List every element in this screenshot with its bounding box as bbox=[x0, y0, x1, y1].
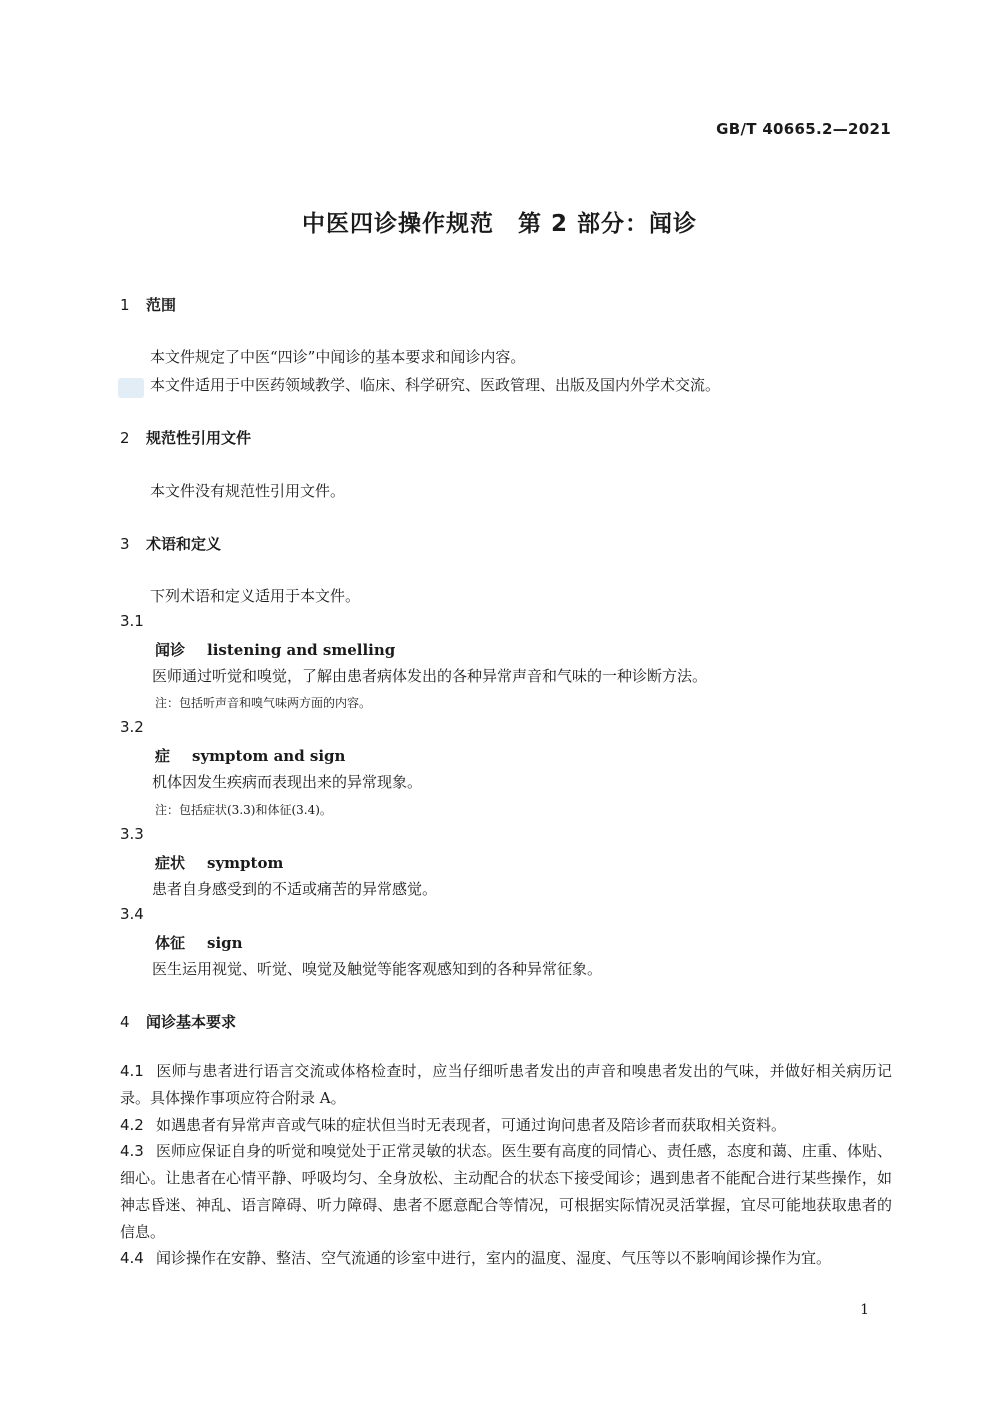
term-number: 3.3 bbox=[120, 825, 144, 843]
sac-logo-watermark bbox=[118, 378, 144, 398]
terms-intro: 下列术语和定义适用于本文件。 bbox=[150, 587, 361, 605]
standard-number: GB/T 40665.2—2021 bbox=[716, 120, 891, 138]
term-chinese: 闻诊 bbox=[155, 641, 186, 659]
term-chinese: 症 bbox=[155, 747, 171, 765]
requirement-text: 医师与患者进行语言交流或体格检查时，应当仔细听患者发出的声音和嗅患者发出的气味，并做好相关病历记录。具体操作事项应符合附录 A。 bbox=[120, 1062, 892, 1107]
term-english: symptom and sign bbox=[192, 747, 346, 765]
requirement-number: 4.4 bbox=[120, 1249, 144, 1267]
section-number: 3 bbox=[120, 535, 130, 553]
section-2-heading bbox=[120, 427, 251, 448]
section-title: 闻诊基本要求 bbox=[146, 1013, 237, 1031]
requirement-text: 医师应保证自身的听觉和嗅觉处于正常灵敏的状态。医生要有高度的同情心、责任感，态度和蔼、庄重、体贴、细心。让患者在心情平静、呼吸均匀、全身放松、主动配合的状态下接受闻诊；遇到患者不能配合进行某些操作，如神志昏迷、神乱、语言障碍、听力障碍、患者不愿意配合等情况，可根据实际情况灵活掌握，宜尽可能地获取患者的信息。 bbox=[120, 1142, 892, 1241]
term-english: listening and smelling bbox=[207, 641, 396, 659]
term-number: 3.1 bbox=[120, 612, 144, 630]
section-title: 规范性引用文件 bbox=[146, 429, 252, 447]
term-definition: 医师通过听觉和嗅觉，了解由患者病体发出的各种异常声音和气味的一种诊断方法。 bbox=[152, 667, 708, 685]
term-heading bbox=[155, 852, 283, 873]
section-title: 范围 bbox=[146, 296, 177, 314]
term-definition: 机体因发生疾病而表现出来的异常现象。 bbox=[152, 773, 423, 791]
requirement-text: 闻诊操作在安静、整洁、空气流通的诊室中进行，室内的温度、湿度、气压等以不影响闻诊操作为宜。 bbox=[156, 1249, 832, 1267]
term-chinese: 体征 bbox=[155, 934, 186, 952]
page-number: 1 bbox=[860, 1302, 869, 1318]
requirement-text: 如遇患者有异常声音或气味的症状但当时无表现者，可通过询问患者及陪诊者而获取相关资料。 bbox=[156, 1116, 787, 1134]
section-4-heading bbox=[120, 1011, 236, 1032]
term-english: sign bbox=[207, 934, 243, 952]
requirement-number: 4.3 bbox=[120, 1142, 144, 1160]
requirement-item bbox=[120, 1112, 892, 1139]
section-3-heading bbox=[120, 533, 221, 554]
section-number: 2 bbox=[120, 429, 130, 447]
term-chinese: 症状 bbox=[155, 854, 186, 872]
requirement-item bbox=[120, 1245, 892, 1272]
section-title: 术语和定义 bbox=[146, 535, 222, 553]
term-heading bbox=[155, 745, 345, 766]
section-1-heading bbox=[120, 294, 176, 315]
normative-references-paragraph: 本文件没有规范性引用文件。 bbox=[150, 482, 346, 500]
term-number: 3.4 bbox=[120, 905, 144, 923]
requirement-number: 4.2 bbox=[120, 1116, 144, 1134]
term-heading bbox=[155, 639, 395, 660]
section-number: 1 bbox=[120, 296, 130, 314]
term-note: 注：包括症状(3.3)和体征(3.4)。 bbox=[155, 803, 332, 817]
document-title: 中医四诊操作规范 第 2 部分：闻诊 bbox=[301, 211, 698, 237]
scope-paragraph-2: 本文件适用于中医药领域教学、临床、科学研究、医政管理、出版及国内外学术交流。 bbox=[150, 376, 721, 394]
section-number: 4 bbox=[120, 1013, 130, 1031]
term-definition: 患者自身感受到的不适或痛苦的异常感觉。 bbox=[152, 880, 438, 898]
scope-paragraph-1: 本文件规定了中医“四诊”中闻诊的基本要求和闻诊内容。 bbox=[150, 348, 526, 366]
term-number: 3.2 bbox=[120, 718, 144, 736]
term-heading bbox=[155, 932, 243, 953]
term-note: 注：包括听声音和嗅气味两方面的内容。 bbox=[155, 696, 372, 710]
requirement-item bbox=[120, 1138, 892, 1246]
term-english: symptom bbox=[207, 854, 284, 872]
term-definition: 医生运用视觉、听觉、嗅觉及触觉等能客观感知到的各种异常征象。 bbox=[152, 960, 603, 978]
requirement-item bbox=[120, 1058, 892, 1112]
requirement-number: 4.1 bbox=[120, 1062, 144, 1080]
